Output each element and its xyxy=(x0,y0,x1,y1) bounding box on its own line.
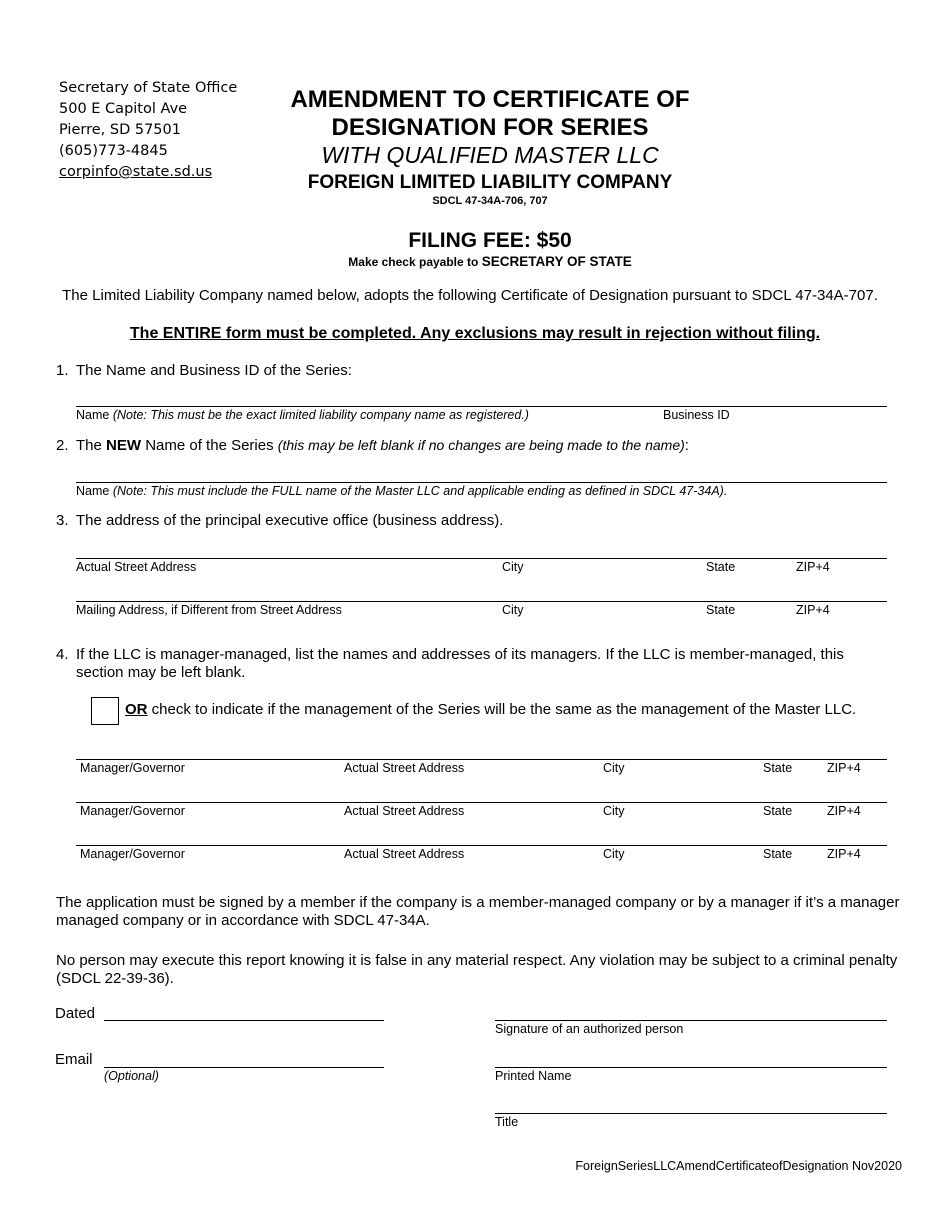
city-caption: City xyxy=(502,560,524,574)
manager-caption: Manager/Governor xyxy=(80,804,185,818)
printed-name-field[interactable] xyxy=(495,1067,887,1068)
state-caption: State xyxy=(706,560,736,574)
office-city: Pierre, SD 57501 xyxy=(59,122,181,138)
manager-state-caption: State xyxy=(763,847,793,861)
mailing-zip-caption: ZIP+4 xyxy=(796,603,830,617)
penalty-note: No person may execute this report knowing it is false in any material respect. Any violation may be subject to a criminal penalty (SDCL 22-39-36). xyxy=(56,952,898,987)
item-2-colon: : xyxy=(684,437,689,454)
signing-note: The application must be signed by a member if the company is a member-managed company or by a manager if it’s a manager managed company or in accordance with SDCL 47-34A. xyxy=(56,894,900,929)
item-3-number: 3. xyxy=(56,512,69,529)
mailing-city-caption: City xyxy=(502,603,524,617)
form-footer-id: ForeignSeriesLLCAmendCertificateofDesignation Nov2020 xyxy=(575,1159,902,1173)
payable-to: SECRETARY OF STATE xyxy=(481,254,632,269)
same-management-checkbox[interactable] xyxy=(91,697,119,725)
email-label: Email xyxy=(55,1051,93,1068)
or-label: OR xyxy=(125,701,148,718)
item-2-text xyxy=(76,437,689,454)
check-text: check to indicate if the management of the Series will be the same as the management of the Master LLC. xyxy=(151,701,857,718)
item-2-mid: Name of the Series xyxy=(145,437,274,454)
signature-field[interactable] xyxy=(495,1020,887,1021)
form-title xyxy=(210,86,770,142)
office-phone: (605)773-4845 xyxy=(59,143,168,159)
item-2-note: (this may be left blank if no changes are being made to the name) xyxy=(277,437,685,453)
item-2-new: NEW xyxy=(106,437,142,454)
new-name-caption-label: Name xyxy=(76,484,110,498)
manager-row-3-field[interactable] xyxy=(76,845,887,846)
office-email-link[interactable]: corpinfo@state.sd.us xyxy=(59,164,213,180)
manager-street-caption: Actual Street Address xyxy=(344,761,465,775)
item-2-number: 2. xyxy=(56,437,69,454)
manager-zip-caption: ZIP+4 xyxy=(827,847,861,861)
title-line-1: AMENDMENT TO CERTIFICATE OF xyxy=(290,86,690,113)
office-street: 500 E Capitol Ave xyxy=(59,101,188,117)
mailing-address-caption: Mailing Address, if Different from Street Address xyxy=(76,603,342,617)
item-4-text-line2: section may be left blank. xyxy=(76,664,246,681)
intro-text: The Limited Liability Company named below, adopts the following Certificate of Designation pursuant to SDCL 47-34A-707. xyxy=(62,287,878,304)
title-line-4: FOREIGN LIMITED LIABILITY COMPANY xyxy=(307,172,673,193)
dated-field[interactable] xyxy=(104,1020,384,1021)
mailing-address-field[interactable] xyxy=(76,601,887,602)
title-line-3: WITH QUALIFIED MASTER LLC xyxy=(321,142,659,168)
filing-fee: FILING FEE: $50 xyxy=(408,229,572,252)
manager-state-caption: State xyxy=(763,804,793,818)
payable-prefix: Make check payable to xyxy=(348,255,479,269)
manager-street-caption: Actual Street Address xyxy=(344,847,465,861)
warning-text: The ENTIRE form must be completed. Any exclusions may result in rejection without filing. xyxy=(129,325,821,342)
dated-label: Dated xyxy=(55,1005,96,1022)
business-id-caption: Business ID xyxy=(663,408,730,422)
item-4-text-line1: If the LLC is manager-managed, list the names and addresses of its managers. If the LLC is member-managed, this xyxy=(76,646,844,663)
title-line-2: DESIGNATION FOR SERIES xyxy=(331,114,649,141)
manager-street-caption: Actual Street Address xyxy=(344,804,465,818)
manager-zip-caption: ZIP+4 xyxy=(827,761,861,775)
manager-city-caption: City xyxy=(603,761,625,775)
item-2-pre: The xyxy=(76,437,102,454)
printed-name-caption: Printed Name xyxy=(495,1069,572,1083)
manager-caption: Manager/Governor xyxy=(80,847,185,861)
zip-caption: ZIP+4 xyxy=(796,560,830,574)
name-caption xyxy=(76,408,529,422)
optional-caption: (Optional) xyxy=(104,1069,159,1083)
manager-row-2-field[interactable] xyxy=(76,802,887,803)
new-name-caption xyxy=(76,484,727,498)
manager-row-1-field[interactable] xyxy=(76,759,887,760)
item-4-text xyxy=(76,646,844,682)
manager-zip-caption: ZIP+4 xyxy=(827,804,861,818)
name-caption-note: (Note: This must be the exact limited liability company name as registered.) xyxy=(112,408,529,422)
title-statute: SDCL 47-34A-706, 707 xyxy=(432,195,548,207)
manager-caption: Manager/Governor xyxy=(80,761,185,775)
manager-state-caption: State xyxy=(763,761,793,775)
item-1-number: 1. xyxy=(56,362,69,379)
office-name: Secretary of State Office xyxy=(59,80,238,96)
street-address-caption: Actual Street Address xyxy=(76,560,197,574)
mailing-state-caption: State xyxy=(706,603,736,617)
new-name-caption-note: (Note: This must include the FULL name of the Master LLC and applicable ending as defined in SDCL 47-34A). xyxy=(112,484,728,498)
item-3-text: The address of the principal executive office (business address). xyxy=(76,512,504,529)
item-4-number: 4. xyxy=(56,646,69,663)
same-management-label xyxy=(125,701,856,718)
email-field[interactable] xyxy=(104,1067,384,1068)
series-name-id-field[interactable] xyxy=(76,406,887,407)
name-caption-label: Name xyxy=(76,408,110,422)
payable-note xyxy=(210,254,770,269)
signature-caption: Signature of an authorized person xyxy=(495,1022,684,1036)
new-series-name-field[interactable] xyxy=(76,482,887,483)
item-1-text: The Name and Business ID of the Series: xyxy=(76,362,352,379)
title-field[interactable] xyxy=(495,1113,887,1114)
title-caption: Title xyxy=(495,1115,519,1129)
manager-city-caption: City xyxy=(603,804,625,818)
street-address-field[interactable] xyxy=(76,558,887,559)
manager-city-caption: City xyxy=(603,847,625,861)
